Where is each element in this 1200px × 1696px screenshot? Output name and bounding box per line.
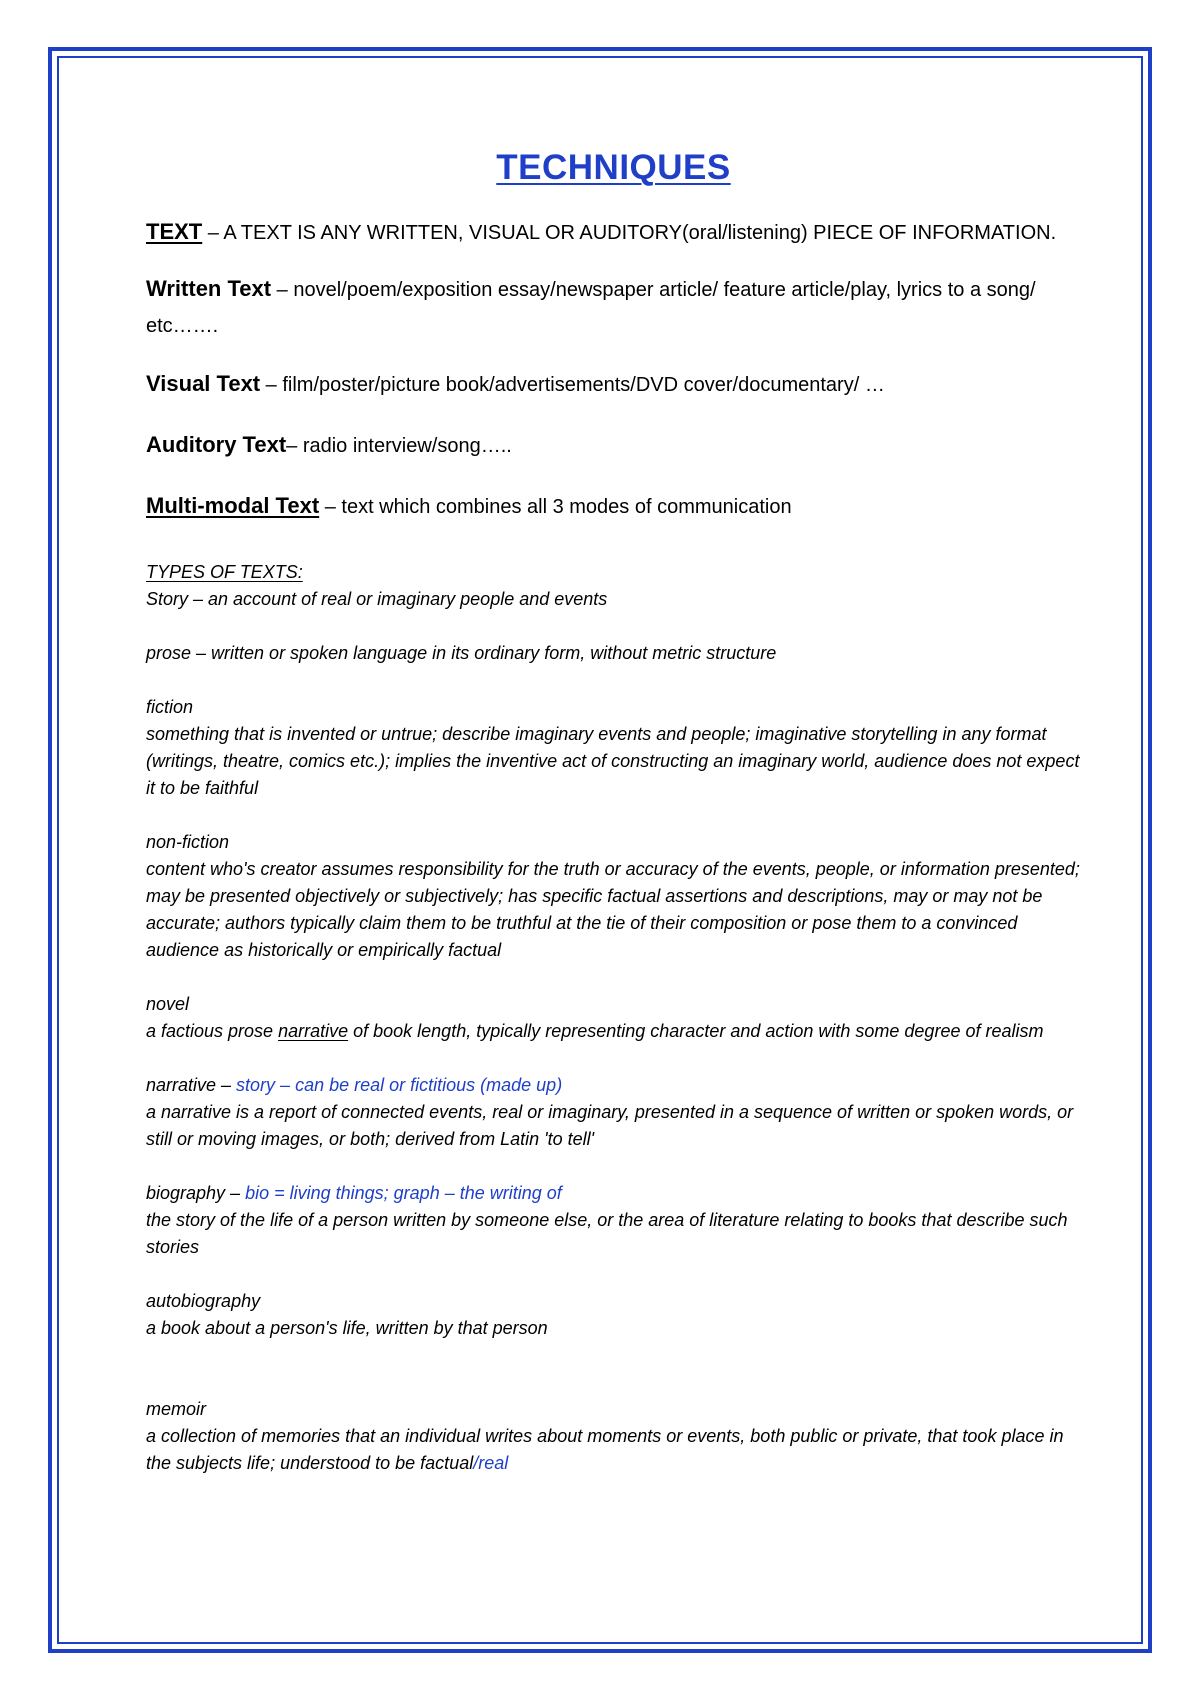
narrative-body: a narrative is a report of connected events, real or imaginary, presented in a sequence of written or spoken words, or still or moving images, or both; derived from Latin 'to tell' [146,1102,1074,1149]
narrative-note: story – can be real or fictitious (made up) [236,1075,563,1095]
types-of-texts-section [146,559,1081,1477]
text-definition-body: – A TEXT IS ANY WRITTEN, VISUAL OR AUDITORY(oral/listening) PIECE OF INFORMATION. [202,222,1057,244]
auditory-text-definition [146,427,1081,464]
story-entry: Story – an account of real or imaginary people and events [146,589,608,609]
multimodal-text-body: – text which combines all 3 modes of communication [319,496,792,518]
document-body [146,140,1081,1477]
biography-note: bio = living things; graph – the writing of [245,1183,562,1203]
novel-narrative-link: narrative [278,1021,349,1041]
novel-body [146,1018,1081,1045]
auditory-text-body: – radio interview/song….. [286,435,512,457]
narrative-term: narrative – [146,1075,237,1095]
novel-body-end: of book length, typically representing character and action with some degree of realism [348,1021,1044,1041]
fiction-term: fiction [146,697,194,717]
auditory-text-term: Auditory Text [146,432,287,457]
multimodal-text-term: Multi-modal Text [146,493,320,518]
autobiography-body: a book about a person's life, written by that person [146,1318,548,1338]
multimodal-text-definition [146,488,1081,525]
written-text-body: – novel/poem/exposition essay/newspaper article/ feature article/play, lyrics to a song/ etc……. [146,279,1036,337]
fiction-body: something that is invented or untrue; describe imaginary events and people; imaginative storytelling in any format (writings, theatre, comics etc.); implies the inventive act of constructing an imaginary world, audience does not expect it to be faithful [146,724,1080,798]
visual-text-definition [146,366,1081,403]
memoir-body-text: a collection of memories that an individual writes about moments or events, both public or private, that took place in the subjects life; understood to be factual [146,1426,1064,1473]
narrative-heading [146,1072,1081,1099]
autobiography-term: autobiography [146,1291,261,1311]
written-text-term: Written Text [146,276,272,301]
visual-text-term: Visual Text [146,371,261,396]
page-title: TECHNIQUES [496,148,731,187]
biography-body: the story of the life of a person written by someone else, or the area of literature relating to books that describe such stories [146,1210,1068,1257]
nonfiction-term: non-fiction [146,832,230,852]
memoir-note: /real [473,1453,509,1473]
biography-heading [146,1180,1081,1207]
memoir-body [146,1423,1081,1477]
prose-entry: prose – written or spoken language in its ordinary form, without metric structure [146,643,777,663]
novel-body-start: a factious prose [146,1021,279,1041]
biography-term: biography – [146,1183,246,1203]
text-term: TEXT [146,219,203,244]
novel-term: novel [146,994,190,1014]
types-heading: TYPES OF TEXTS: [146,562,303,582]
memoir-term: memoir [146,1399,207,1419]
text-definition [146,214,1081,251]
nonfiction-body: content who's creator assumes responsibility for the truth or accuracy of the events, people, or information presented; may be presented objectively or subjectively; has specific factual assertions and descriptions, may or may not be accurate; authors typically claim them to be truthful at the tie of their composition or pose them to a convinced audience as historically or empirically factual [146,859,1080,960]
written-text-definition [146,271,1081,344]
visual-text-body: – film/poster/picture book/advertisements/DVD cover/documentary/ … [260,374,885,396]
